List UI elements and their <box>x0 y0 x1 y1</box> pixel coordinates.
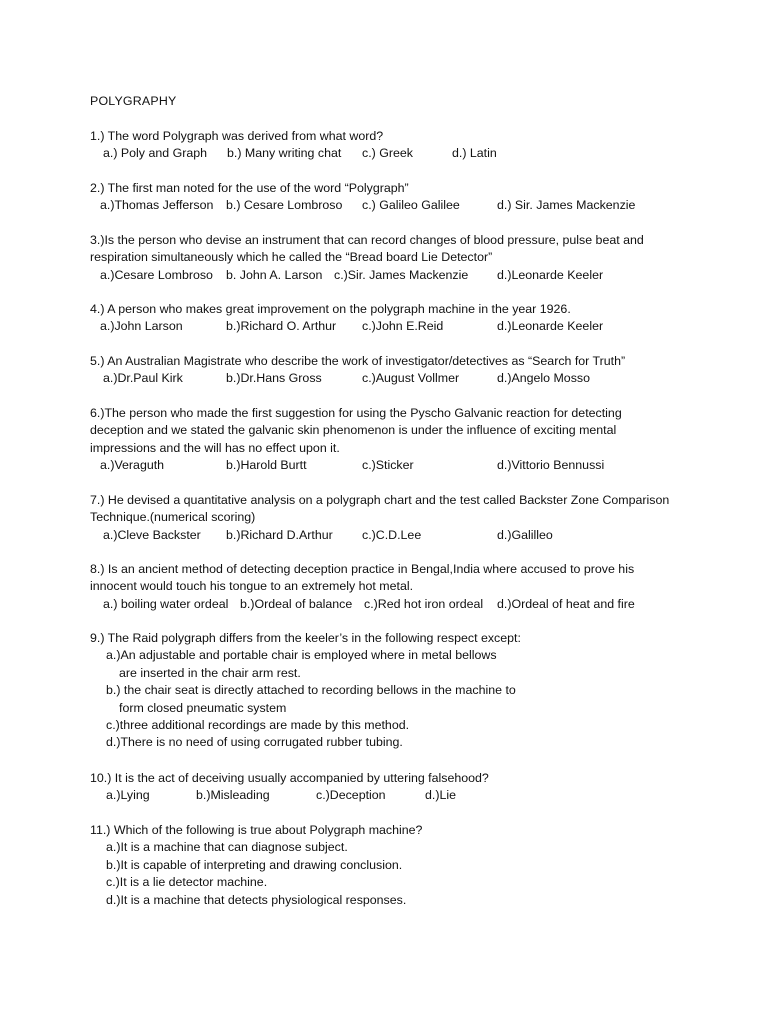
choice-c: c.) Galileo Galilee <box>362 198 460 213</box>
choice-a: a.)Veraguth <box>100 458 165 473</box>
choice-b: b.)Ordeal of balance <box>240 596 353 611</box>
choice-b: b.) Cesare Lombroso <box>226 198 343 213</box>
choice-b: b.)Harold Burtt <box>226 458 307 473</box>
question-text: 8.) Is an ancient method of detecting deception practice in Bengal,India where accused to prove his <box>90 562 635 576</box>
choice-a: a.)Cesare Lombroso <box>100 267 213 282</box>
choice-a: a.)It is a machine that can diagnose subject. <box>106 840 348 855</box>
choice-c: c.)August Vollmer <box>362 371 460 386</box>
choice-c: c.) Greek <box>362 146 413 161</box>
choice-b: b.)It is capable of interpreting and drawing conclusion. <box>106 857 403 872</box>
choice-c: c.)three additional recordings are made by this method. <box>106 718 410 733</box>
question-text: deception and we stated the galvanic skin phenomenon is under the influence of exciting mental <box>90 423 617 438</box>
answer-choices <box>90 596 690 613</box>
question-4 <box>90 301 690 336</box>
question-text: 11.) Which of the following is true about Polygraph machine? <box>90 823 423 837</box>
choice-c: c.)Sticker <box>362 458 414 473</box>
choice-d: d.)Vittorio Bennussi <box>497 458 605 473</box>
choice-b: b.)Richard D.Arthur <box>226 527 333 542</box>
question-text: innocent would touch his tongue to an extremely hot metal. <box>90 579 414 594</box>
choice-d: d.) Latin <box>452 146 497 161</box>
question-text: 1.) The word Polygraph was derived from what word? <box>90 129 384 143</box>
choice-d: d.)Galilleo <box>497 527 553 542</box>
choice-b: b.) the chair seat is directly attached to recording bellows in the machine to <box>106 683 516 698</box>
question-9 <box>90 630 690 752</box>
question-6 <box>90 405 690 475</box>
answer-choices <box>90 197 690 214</box>
choice-a: a.)Dr.Paul Kirk <box>103 371 183 386</box>
answer-choices <box>90 527 690 544</box>
choice-d: d.)Ordeal of heat and fire <box>497 596 635 611</box>
answer-choices <box>90 457 690 474</box>
question-text: Technique.(numerical scoring) <box>90 510 256 525</box>
choice-b: b.)Dr.Hans Gross <box>226 371 322 386</box>
answer-choices <box>90 370 690 387</box>
choice-a-continuation: are inserted in the chair arm rest. <box>119 665 301 680</box>
question-10 <box>90 770 690 805</box>
question-8 <box>90 561 690 613</box>
choice-a: a.)Cleve Backster <box>103 527 201 542</box>
page-title: POLYGRAPHY <box>90 94 177 108</box>
choice-b-continuation: form closed pneumatic system <box>119 700 287 715</box>
choice-d: d.)There is no need of using corrugated rubber tubing. <box>106 735 403 750</box>
choice-d: d.)Angelo Mosso <box>497 371 590 386</box>
choice-c: c.)Deception <box>316 788 386 803</box>
question-text: impressions and the will has no effect upon it. <box>90 440 340 455</box>
choice-b: b.) Many writing chat <box>227 146 342 161</box>
answer-choices <box>90 318 690 335</box>
answer-choices <box>90 267 690 284</box>
choice-b: b.)Misleading <box>196 788 270 803</box>
choice-b: b. John A. Larson <box>226 267 323 282</box>
question-text: 4.) A person who makes great improvement on the polygraph machine in the year 1926. <box>90 302 571 316</box>
choice-d: d.)It is a machine that detects physiological responses. <box>106 892 407 907</box>
question-7 <box>90 492 690 544</box>
question-text: 6.)The person who made the first suggestion for using the Pyscho Galvanic reaction for detecting <box>90 406 622 420</box>
choice-a: a.) Poly and Graph <box>103 146 208 161</box>
question-text: 10.) It is the act of deceiving usually accompanied by uttering falsehood? <box>90 771 489 785</box>
choice-c: c.)John E.Reid <box>362 319 444 334</box>
choice-c: c.)C.D.Lee <box>362 527 422 542</box>
answer-choices <box>90 787 690 804</box>
question-text: 9.) The Raid polygraph differs from the keeler’s in the following respect except: <box>90 631 521 645</box>
choice-a: a.) boiling water ordeal <box>103 596 229 611</box>
choice-c: c.)Red hot iron ordeal <box>364 596 484 611</box>
question-5 <box>90 353 690 388</box>
question-11 <box>90 822 690 909</box>
choice-a: a.)John Larson <box>100 319 183 334</box>
choice-d: d.)Lie <box>425 788 456 803</box>
choice-a: a.)Thomas Jefferson <box>100 198 214 213</box>
question-text: 5.) An Australian Magistrate who describe the work of investigator/detectives as “Search for Truth” <box>90 354 626 368</box>
question-2 <box>90 180 690 215</box>
choice-a: a.)Lying <box>106 788 150 803</box>
answer-choices <box>90 145 690 162</box>
choice-b: b.)Richard O. Arthur <box>226 319 337 334</box>
question-text: 2.) The first man noted for the use of the word “Polygraph” <box>90 181 409 195</box>
choice-c: c.)Sir. James Mackenzie <box>334 267 469 282</box>
question-text: respiration simultaneously which he called the “Bread board Lie Detector” <box>90 250 493 265</box>
question-3 <box>90 232 690 284</box>
choice-d: d.)Leonarde Keeler <box>497 319 604 334</box>
question-text: 3.)Is the person who devise an instrument that can record changes of blood pressure, pulse beat and <box>90 233 644 247</box>
choice-d: d.) Sir. James Mackenzie <box>497 198 636 213</box>
choice-a: a.)An adjustable and portable chair is employed where in metal bellows <box>106 648 497 663</box>
question-text: 7.) He devised a quantitative analysis on a polygraph chart and the test called Backster Zone Comparison <box>90 493 670 507</box>
question-1 <box>90 128 690 163</box>
choice-c: c.)It is a lie detector machine. <box>106 875 268 890</box>
choice-d: d.)Leonarde Keeler <box>497 267 604 282</box>
